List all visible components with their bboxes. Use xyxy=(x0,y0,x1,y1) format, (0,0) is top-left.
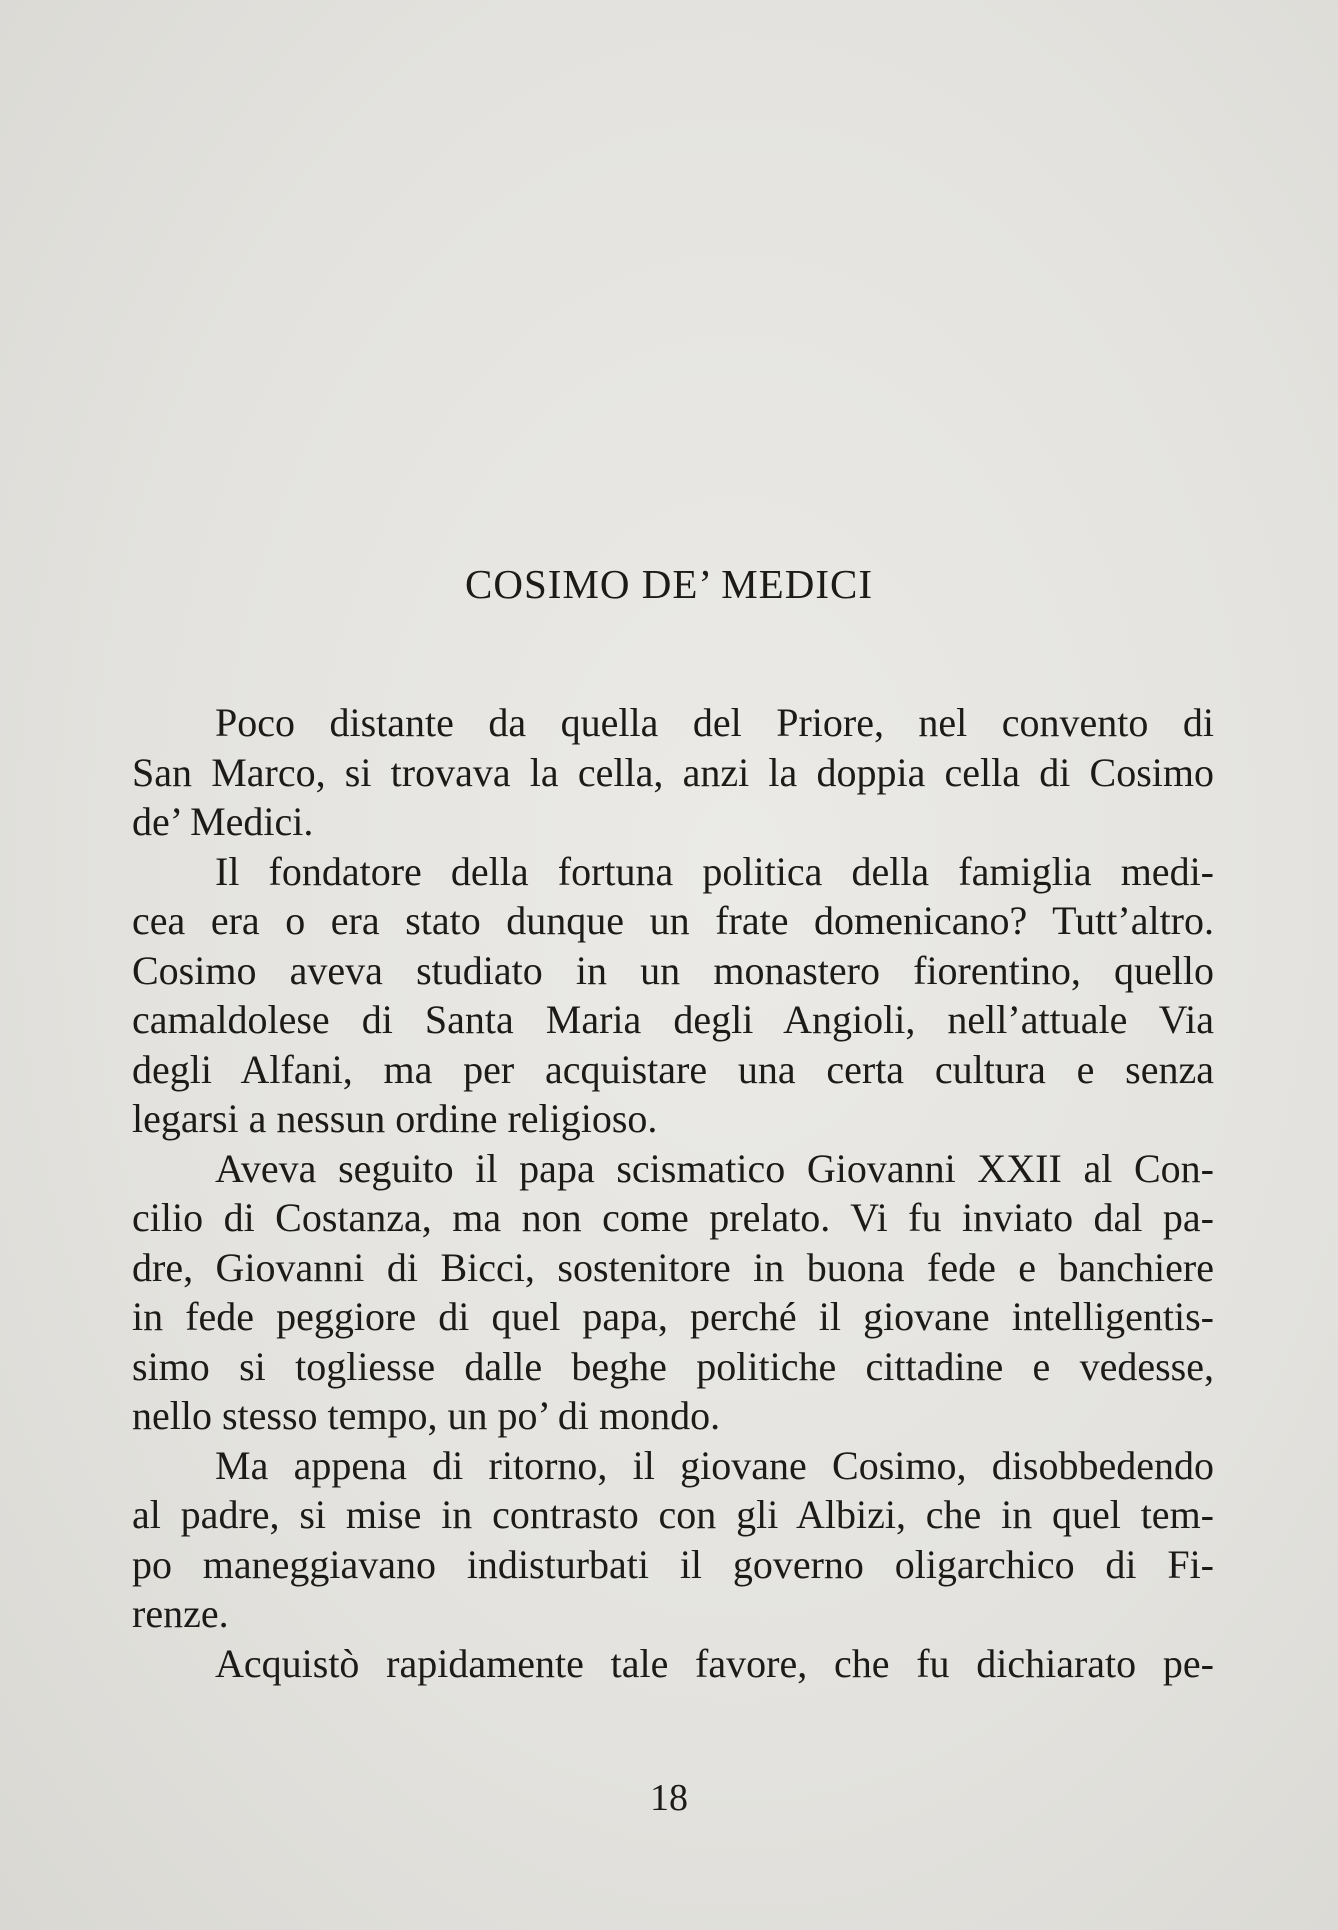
text-line: camaldolese di Santa Maria degli Angioli, nell’attuale Via xyxy=(132,997,1214,1042)
text-line: de’ Medici. xyxy=(132,799,314,844)
text-line: Acquistò rapidamente tale favore, che fu dichiarato pe- xyxy=(215,1640,1214,1686)
text-line: dre, Giovanni di Bicci, sostenitore in buona fede e banchiere xyxy=(132,1244,1214,1290)
text-line: Aveva seguito il papa scismatico Giovanni XXII al Con- xyxy=(215,1145,1214,1191)
text-line: simo si togliesse dalle beghe politiche cittadine e vedesse, xyxy=(132,1343,1214,1389)
text-line: Il fondatore della fortuna politica della famiglia medi- xyxy=(215,848,1214,894)
text-line: cea era o era stato dunque un frate domenicano? Tutt’altro. xyxy=(132,898,1214,943)
text-line: Poco distante da quella del Priore, nel convento di xyxy=(215,700,1214,745)
text-line: Ma appena di ritorno, il giovane Cosimo, disobbedendo xyxy=(215,1442,1214,1488)
text-line: San Marco, si trovava la cella, anzi la doppia cella di Cosimo xyxy=(132,749,1214,795)
text-line: nello stesso tempo, un po’ di mondo. xyxy=(132,1393,721,1438)
text-line: legarsi a nessun ordine religioso. xyxy=(132,1096,658,1141)
text-line: Cosimo aveva studiato in un monastero fiorentino, quello xyxy=(132,947,1214,993)
page-number: 18 xyxy=(650,1777,688,1819)
text-line: po maneggiavano indisturbati il governo oligarchico di Fi- xyxy=(132,1541,1214,1587)
text-line: al padre, si mise in contrasto con gli Albizi, che in quel tem- xyxy=(132,1492,1214,1537)
chapter-title: COSIMO DE’ MEDICI xyxy=(464,561,873,607)
text-line: in fede peggiore di quel papa, perché il giovane intelligentis- xyxy=(132,1294,1214,1339)
text-line: cilio di Costanza, ma non come prelato. Vi fu inviato dal pa- xyxy=(132,1195,1214,1240)
text-line: degli Alfani, ma per acquistare una certa cultura e senza xyxy=(132,1046,1214,1092)
body-text xyxy=(132,698,1214,1688)
text-line: renze. xyxy=(132,1591,229,1636)
